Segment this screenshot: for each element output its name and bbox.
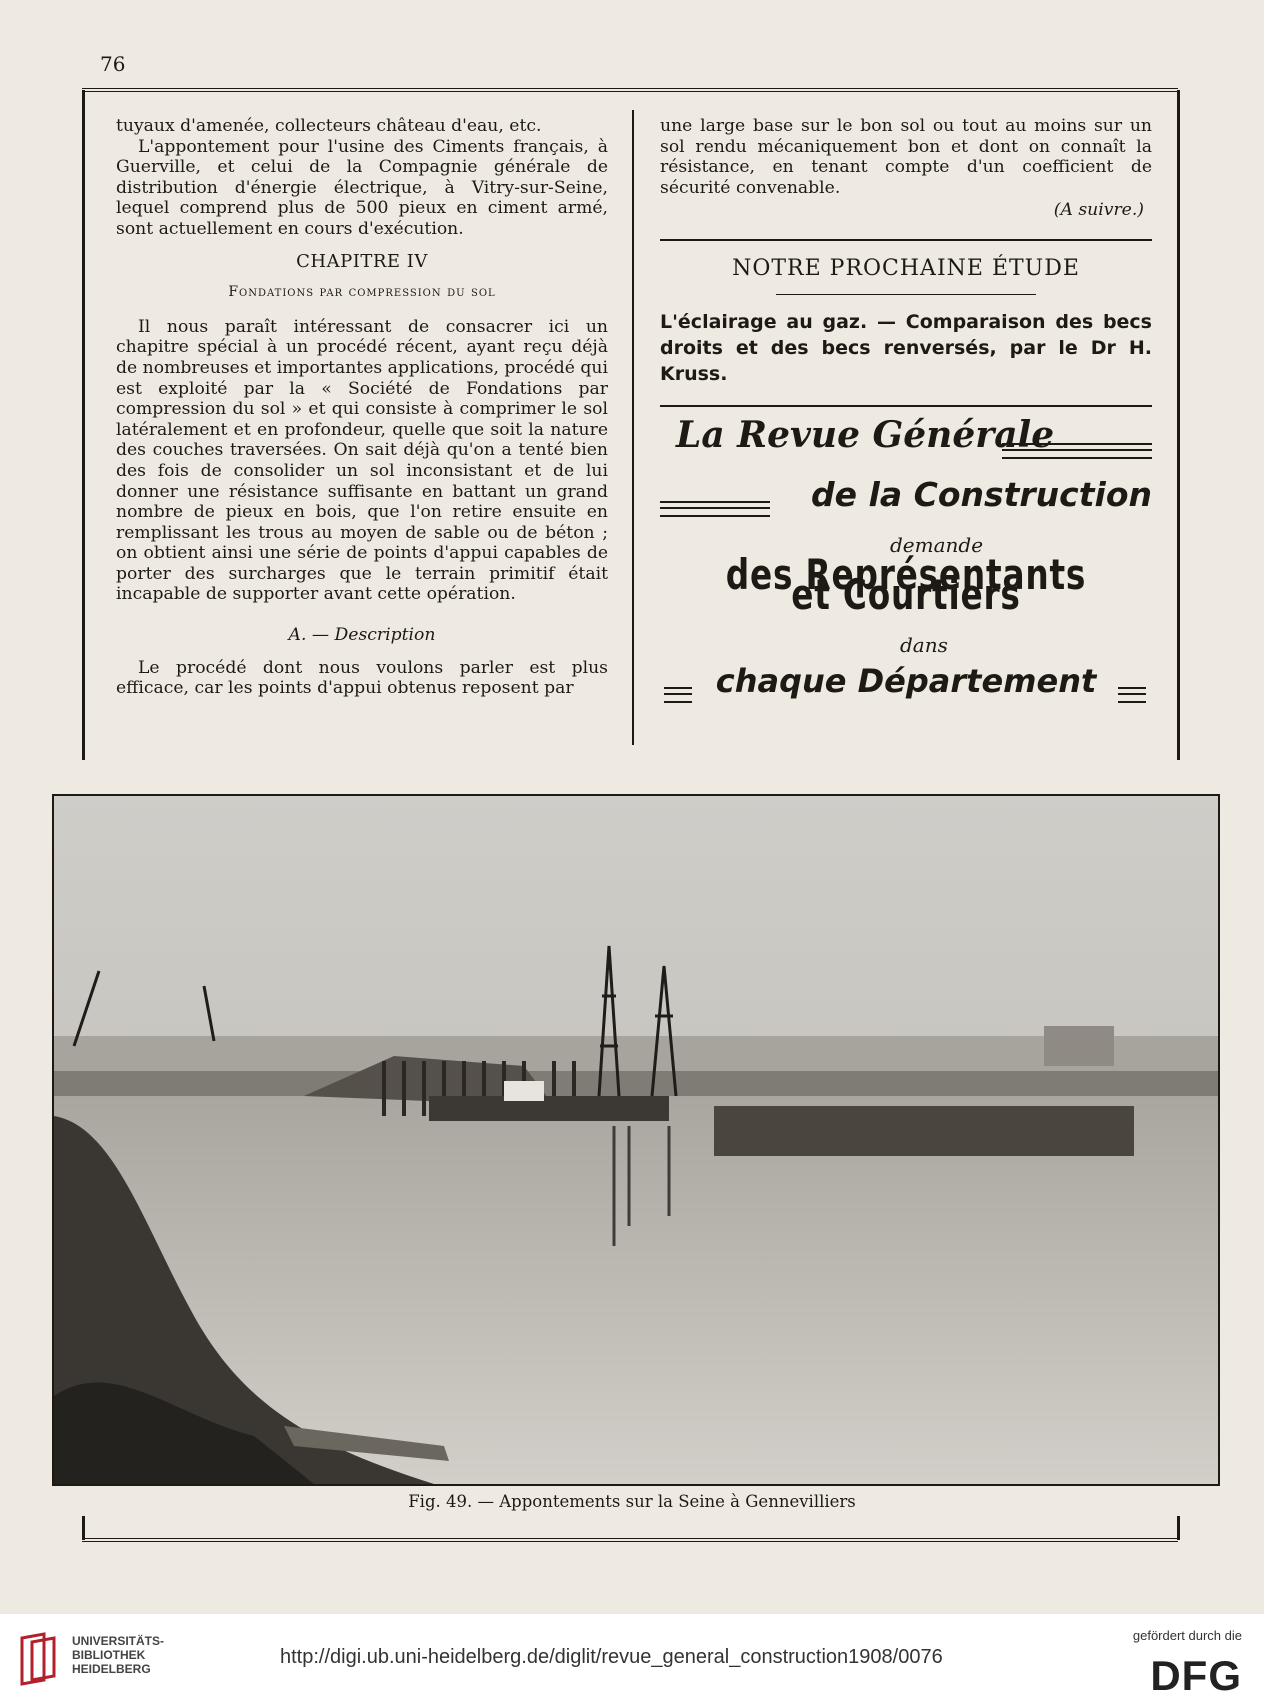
paragraph: L'appontement pour l'usine des Ciments français, à Guerville, et celui de la Compagnie générale de distribution d'énergie électrique, à Vitry-sur-Seine, lequel comprend plus de 500 pieux en ciment armé, sont actuellement en cours d'exécution.	[116, 136, 608, 239]
figure-caption: Fig. 49. — Appontements sur la Seine à Gennevilliers	[408, 1492, 856, 1511]
column-separator	[632, 110, 634, 745]
ornament-rule	[660, 501, 770, 517]
paragraph: une large base sur le bon sol ou tout au moins sur un sol rendu mécaniquement bon et dont on connaît la résistance, en tenant compte d'un coefficient de sécurité convenable.	[660, 116, 1152, 198]
ad-title-line2: de la Construction	[811, 474, 1152, 514]
ad-headline: des Représentants et Courtiers	[725, 549, 1087, 620]
chapter-heading: CHAPITRE IV	[296, 250, 428, 272]
library-name-line: UNIVERSITÄTS-	[72, 1634, 165, 1648]
frame-left-rule	[82, 90, 85, 760]
paragraph: tuyaux d'amenée, collecteurs château d'eau, etc.	[116, 116, 542, 136]
ornament-rule	[1002, 443, 1152, 459]
next-study-title: NOTRE PROCHAINE ÉTUDE	[732, 255, 1080, 281]
divider	[660, 405, 1152, 407]
funded-by-label: gefördert durch die	[1132, 1628, 1242, 1643]
paragraph: Le procédé dont nous voulons parler est plus efficace, car les points d'appui obtenus reposent par	[116, 657, 608, 699]
dfg-logo: DFG	[1150, 1652, 1242, 1699]
paragraph: Il nous paraît intéressant de consacrer ici un chapitre spécial à un procédé récent, ayant reçu déjà de nombreuses et importantes applications, procédé qui est exploité par la « Société de Fondations par compression du sol » et qui consiste à comprimer le sol latéralement et en profondeur, quelle que soit la nature des couches traversées. On sait déjà qu'on a tenté bien des fois de consolider un sol inconsistant et de lui donner une résistance suffisante en battant un grand nombre de pieux en bois, que l'on retire ensuite en remplissant les trous au moyen de sable ou de béton ; on obtient ainsi une série de points d'appui capables de porter des surcharges que le terrain primitif était incapable de supporter avant cette opération.	[116, 316, 608, 605]
viewer-footer	[0, 1614, 1264, 1704]
divider	[660, 239, 1152, 241]
next-study-text: L'éclairage au gaz. — Comparaison des becs droits et des becs renversés, par le Dr H. Kruss.	[660, 310, 1152, 385]
frame-right-rule	[1177, 90, 1180, 760]
photo-illustration	[54, 796, 1218, 1484]
ad-dans: dans	[900, 632, 948, 657]
section-heading: Fondations par compression du sol	[228, 284, 496, 301]
source-url[interactable]: http://digi.ub.uni-heidelberg.de/diglit/revue_general_construction1908/0076	[280, 1646, 943, 1668]
university-library-logo-icon	[14, 1632, 64, 1686]
subsection-heading: A. — Description	[288, 625, 436, 646]
right-column	[660, 116, 1152, 715]
short-divider	[776, 294, 1036, 295]
ad-demande: demande	[890, 532, 984, 557]
library-name-line: BIBLIOTHEK	[72, 1648, 146, 1662]
frame-bottom-right	[1177, 1516, 1180, 1540]
page-number: 76	[100, 52, 126, 76]
left-column	[116, 116, 608, 699]
library-name	[72, 1634, 164, 1676]
library-name-line: HEIDELBERG	[72, 1662, 151, 1676]
a-suivre-note: (A suivre.)	[1053, 200, 1144, 221]
figure-photo	[52, 794, 1220, 1486]
frame-bottom-left	[82, 1516, 85, 1540]
ad-title-line3: chaque Département	[715, 661, 1097, 700]
ad-title-line1: La Revue Générale	[676, 413, 1055, 456]
frame-top-rule	[82, 88, 1178, 92]
ornament-rule	[1118, 687, 1146, 703]
advertisement	[660, 413, 1152, 715]
frame-bottom-rule	[82, 1538, 1178, 1542]
